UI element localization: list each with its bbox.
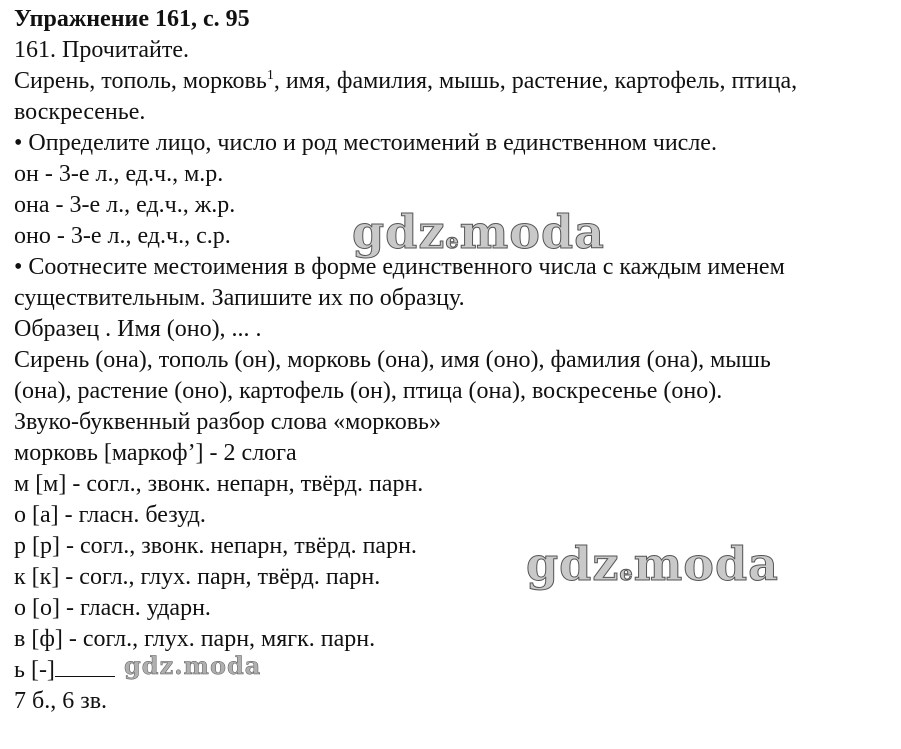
sample-line: Образец . Имя (оно), ... . xyxy=(14,316,262,342)
document-page xyxy=(14,4,899,717)
footnote-marker: 1 xyxy=(266,68,274,83)
analysis-line: в [ф] - согл., глух. парн, мягк. парн. xyxy=(14,626,376,652)
word-list-text: , имя, фамилия, мышь, растение, картофель, птица, xyxy=(273,68,798,94)
underline-blank xyxy=(55,656,115,677)
analysis-line: о [а] - гласн. безуд. xyxy=(14,502,206,528)
task-question: существительным. Запишите их по образцу. xyxy=(14,285,465,311)
answer-line: оно - 3-е л., ед.ч., с.р. xyxy=(14,223,231,249)
watermark-logo: gdzemoda xyxy=(352,205,605,259)
answer-line: (она), растение (оно), картофель (он), птица (она), воскресенье (оно). xyxy=(14,378,723,404)
analysis-line: морковь [маркоф’] - 2 слога xyxy=(14,440,297,466)
analysis-line: м [м] - согл., звонк. непарн, твёрд. парн. xyxy=(14,471,424,497)
analysis-heading: Звуко-буквенный разбор слова «морковь» xyxy=(14,409,441,435)
analysis-line: о [о] - гласн. ударн. xyxy=(14,595,211,621)
answer-line: Сирень (она), тополь (он), морковь (она), имя (оно), фамилия (она), мышь xyxy=(14,347,771,373)
analysis-line: к [к] - согл., глух. парн, твёрд. парн. xyxy=(14,564,381,590)
analysis-soft-sign: ь [-] xyxy=(14,657,55,683)
exercise-title: Упражнение 161, с. 95 xyxy=(14,6,250,32)
task-question: • Соотнесите местоимения в форме единственного числа с каждым именем xyxy=(14,254,785,280)
analysis-summary: 7 б., 6 зв. xyxy=(14,688,108,714)
task-question: • Определите лицо, число и род местоимений в единственном числе. xyxy=(14,130,717,156)
task-text-line xyxy=(14,66,899,97)
task-text-line: воскресенье. xyxy=(14,99,146,125)
word-list-text: Сирень, тополь, морковь xyxy=(14,68,267,94)
answer-line: она - 3-е л., ед.ч., ж.р. xyxy=(14,192,236,218)
task-text-line: 161. Прочитайте. xyxy=(14,37,190,63)
analysis-line: р [р] - согл., звонк. непарн, твёрд. парн. xyxy=(14,533,417,559)
answer-line: он - 3-е л., ед.ч., м.р. xyxy=(14,161,224,187)
watermark-logo: gdzemoda xyxy=(526,537,779,591)
watermark-logo-small: gdz.moda xyxy=(124,651,262,680)
